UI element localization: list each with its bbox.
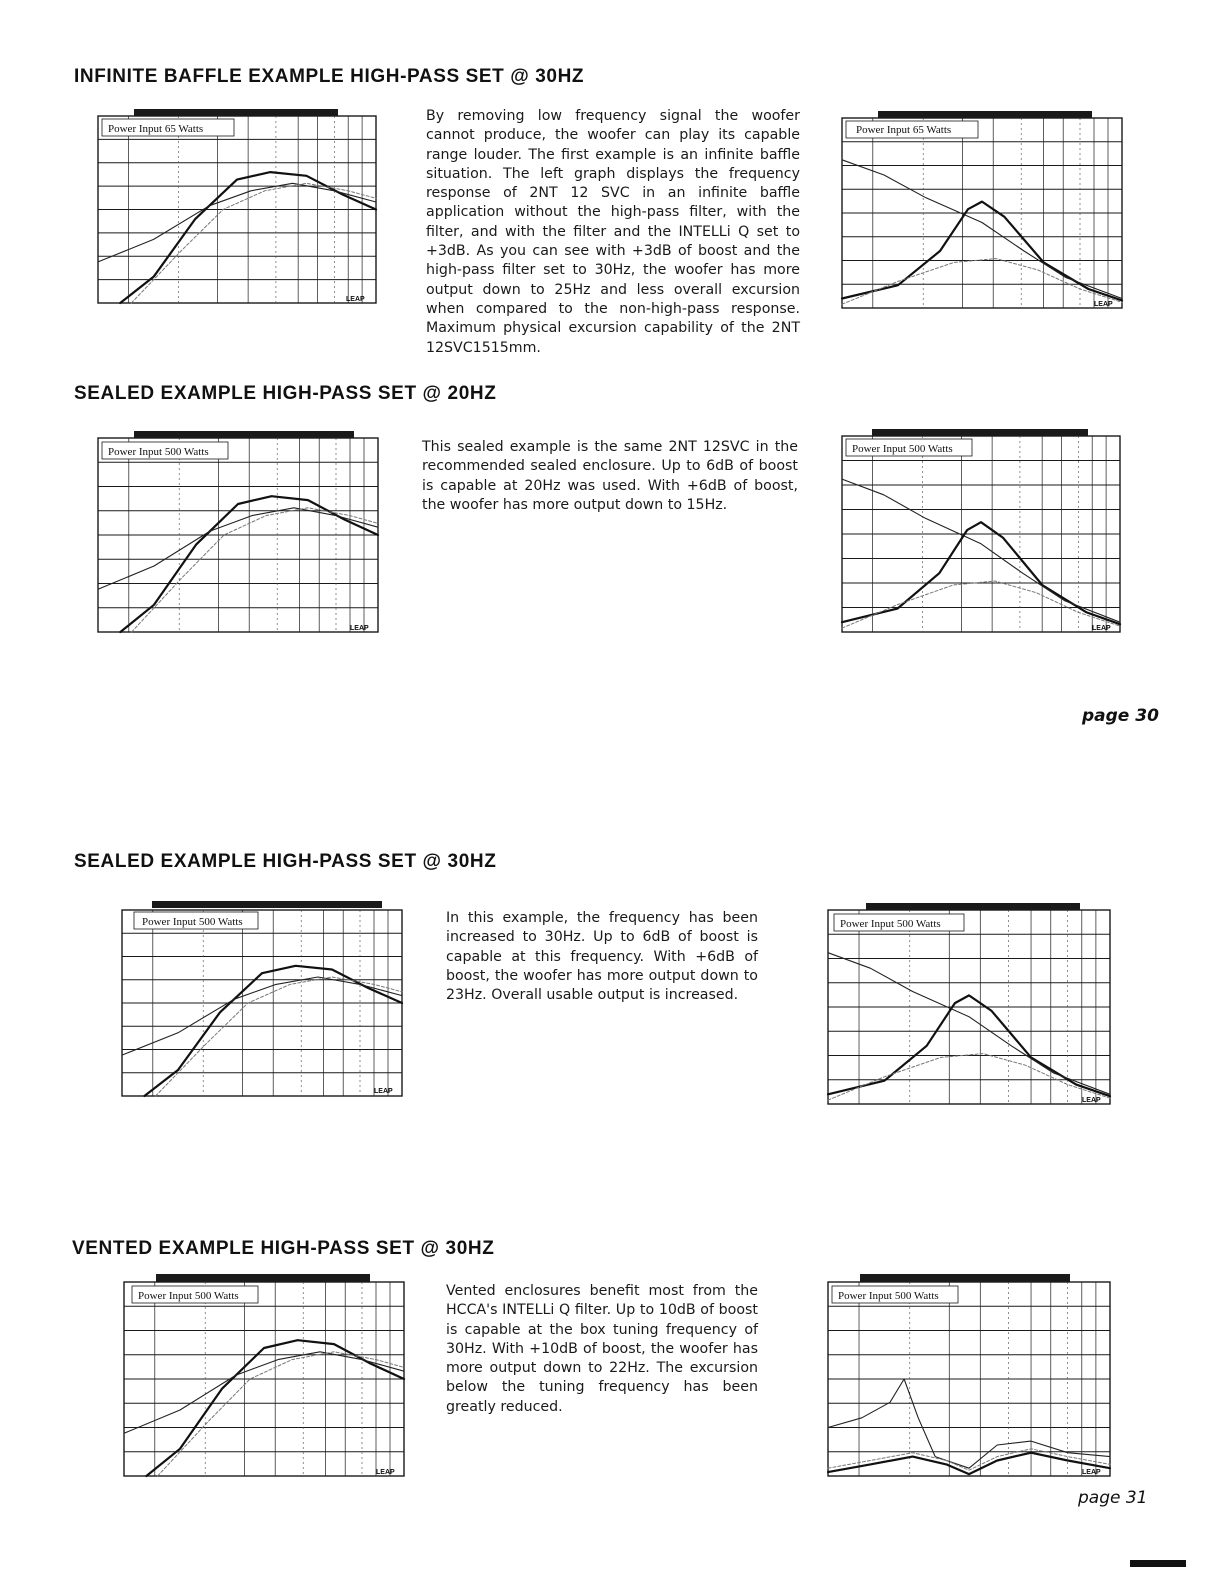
section-1-frequency-response-graph xyxy=(88,108,380,314)
section-4-excursion-graph xyxy=(818,1272,1110,1480)
section-1-left-power-label: Power Input 65 Watts xyxy=(108,123,204,135)
section-4-heading: VENTED EXAMPLE HIGH-PASS SET @ 30HZ xyxy=(72,1238,495,1259)
section-4-right-power-label: Power Input 500 Watts xyxy=(838,1290,939,1302)
section-1-left-logo: LEAP xyxy=(346,296,365,303)
section-3-right-logo: LEAP xyxy=(1082,1097,1101,1104)
section-1-right-power-label: Power Input 65 Watts xyxy=(856,124,952,136)
section-4-frequency-response-graph xyxy=(112,1272,404,1480)
section-4-right-logo: LEAP xyxy=(1082,1469,1101,1476)
section-2-right-logo: LEAP xyxy=(1092,625,1111,632)
section-2-heading: SEALED EXAMPLE HIGH-PASS SET @ 20HZ xyxy=(74,383,497,404)
section-1-paragraph: By removing low frequency signal the woofer cannot produce, the woofer can play its capable range louder. The first example is an infinite baffle situation. The left graph displays the frequency response of 2NT 12 SVC in an infinite baffle application without the high-pass filter, with the filter, and with the filter and the INTELLi Q set to +3dB. As you can see with +3dB of boost and the high-pass filter set to 30Hz, the woofer has more output down to 25Hz and less overall excursion when compared to the non-high-pass response. Maximum physical excursion capability of the 2NT 12SVC1515mm. xyxy=(426,108,800,356)
section-2-paragraph: This sealed example is the same 2NT 12SVC in the recommended sealed enclosure. Up to 6dB of boost is capable at 20Hz was used. With +6dB of boost, the woofer has more output down to 15Hz. xyxy=(422,439,798,513)
section-3-right-power-label: Power Input 500 Watts xyxy=(840,918,941,930)
section-1-heading: INFINITE BAFFLE EXAMPLE HIGH-PASS SET @ 30HZ xyxy=(74,66,585,87)
section-2-left-logo: LEAP xyxy=(350,625,369,632)
section-3-left-power-label: Power Input 500 Watts xyxy=(142,916,243,928)
section-1-right-logo: LEAP xyxy=(1094,301,1113,308)
section-2-frequency-response-graph xyxy=(88,430,380,636)
section-4-left-power-label: Power Input 500 Watts xyxy=(138,1290,239,1302)
section-3-paragraph: In this example, the frequency has been increased to 30Hz. Up to 6dB of boost is capable at this frequency. With +6dB of boost, the woofer has more output down to 23Hz. Overall usable output is increased. xyxy=(446,910,758,1004)
bottom-rule xyxy=(1130,1560,1186,1567)
section-3-excursion-graph xyxy=(818,902,1110,1110)
section-3-left-logo: LEAP xyxy=(374,1088,393,1095)
section-1-excursion-graph xyxy=(832,110,1124,316)
section-2-excursion-graph xyxy=(832,428,1124,638)
section-2-right-power-label: Power Input 500 Watts xyxy=(852,443,953,455)
section-3-frequency-response-graph xyxy=(112,900,404,1104)
section-4-paragraph: Vented enclosures benefit most from the HCCA's INTELLi Q filter. Up to 10dB of boost is capable at the box tuning frequency of 30Hz. With +10dB of boost, the woofer has more output down to 22Hz. The excursion below the tuning frequency has been greatly reduced. xyxy=(446,1283,758,1415)
page-number-31: page 31 xyxy=(1078,1488,1148,1508)
section-3-heading: SEALED EXAMPLE HIGH-PASS SET @ 30HZ xyxy=(74,851,497,872)
section-4-left-logo: LEAP xyxy=(376,1469,395,1476)
page-number-30: page 30 xyxy=(1082,706,1159,726)
section-2-left-power-label: Power Input 500 Watts xyxy=(108,446,209,458)
